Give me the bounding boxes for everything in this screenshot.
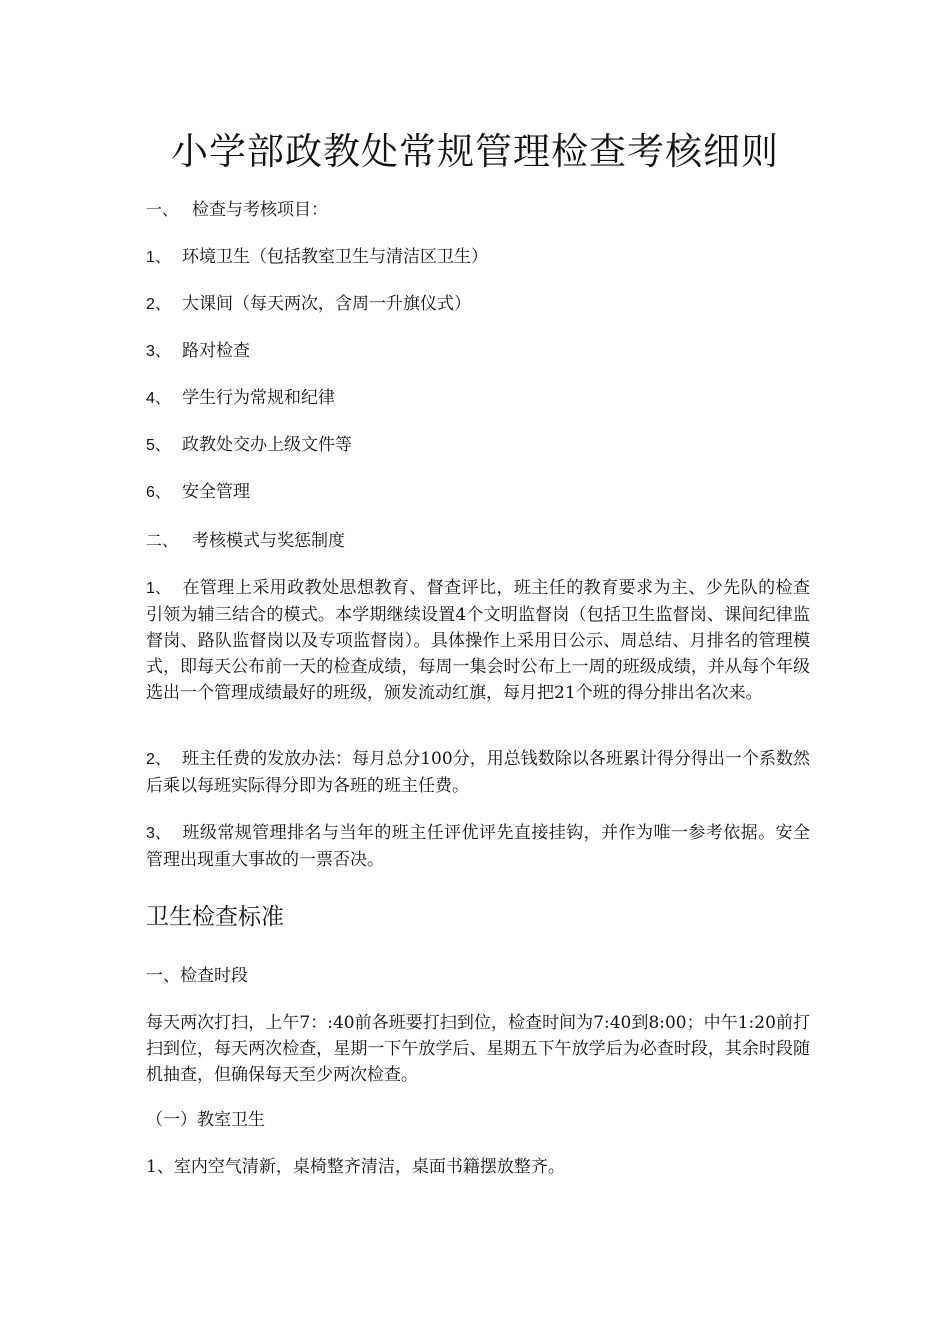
list-item-number: 3、 (146, 343, 171, 360)
rule-paragraph (146, 575, 810, 706)
section-one-marker: 一、 (146, 202, 179, 219)
rule-text: 班主任费的发放办法：每月总分100分，用总钱数除以各班累计得分得出一个系数然后乘以每班实际得分即为各班的班主任费。 (146, 749, 810, 796)
list-item-number: 5、 (146, 437, 171, 454)
list-item-number: 1、 (146, 249, 171, 266)
section-two-marker: 二、 (146, 533, 179, 550)
period-heading: 一、检查时段 (146, 966, 248, 986)
rule-text: 在管理上采用政教处思想教育、督查评比，班主任的教育要求为主、少先队的检查引领为辅三结合的模式。本学期继续设置4个文明监督岗（包括卫生监督岗、课间纪律监督岗、路队监督岗以及专项监督岗）。具体操作上采用日公示、周总结、月排名的管理模式，即每天公布前一天的检查成绩，每周一集会时公布上一周的班级成绩，并从每个年级选出一个管理成绩最好的班级，颁发流动红旗，每月把21个班的得分排出名次来。 (146, 578, 810, 703)
list-item-text: 政教处交办上级文件等 (182, 435, 352, 455)
list-item (146, 432, 810, 459)
list-item (146, 244, 810, 271)
rule-number: 1、 (146, 580, 171, 597)
rule-paragraph (146, 820, 810, 873)
list-item (146, 291, 810, 318)
list-item-number: 2、 (146, 296, 171, 313)
document-title: 小学部政教处常规管理检查考核细则 (171, 130, 779, 173)
rule-number: 2、 (146, 751, 171, 768)
rule-text: 班级常规管理排名与当年的班主任评优评先直接挂钩，并作为唯一参考依据。安全管理出现重大事故的一票否决。 (146, 823, 810, 870)
section-two-heading (146, 528, 810, 555)
list-item-text: 环境卫生（包括教室卫生与清洁区卫生） (182, 247, 488, 267)
list-item-text: 学生行为常规和纪律 (182, 388, 335, 408)
list-item (146, 479, 810, 506)
section-one-heading (146, 197, 810, 224)
list-item (146, 338, 810, 365)
list-item-text: 安全管理 (182, 482, 250, 502)
hygiene-heading: 卫生检查标准 (146, 904, 284, 930)
list-item-number: 6、 (146, 484, 171, 501)
classroom-item: 1、室内空气清新，桌椅整齐清洁，桌面书籍摆放整齐。 (146, 1157, 565, 1177)
list-item-text: 路对检查 (182, 341, 250, 361)
list-item (146, 385, 810, 412)
section-one-text: 检查与考核项目： (192, 200, 328, 220)
list-item-text: 大课间（每天两次，含周一升旗仪式） (182, 294, 471, 314)
period-paragraph: 每天两次打扫，上午7：:40前各班要打扫到位，检查时间为7:40到8:00；中午1:20前打扫到位，每天两次检查，星期一下午放学后、星期五下午放学后为必查时段，其余时段随机抽查，但确保每天至少两次检查。 (146, 1013, 810, 1085)
section-two-text: 考核模式与奖惩制度 (192, 531, 345, 551)
rule-paragraph (146, 746, 810, 799)
list-item-number: 4、 (146, 390, 171, 407)
rule-number: 3、 (146, 825, 171, 842)
classroom-heading: （一）教室卫生 (146, 1110, 265, 1130)
